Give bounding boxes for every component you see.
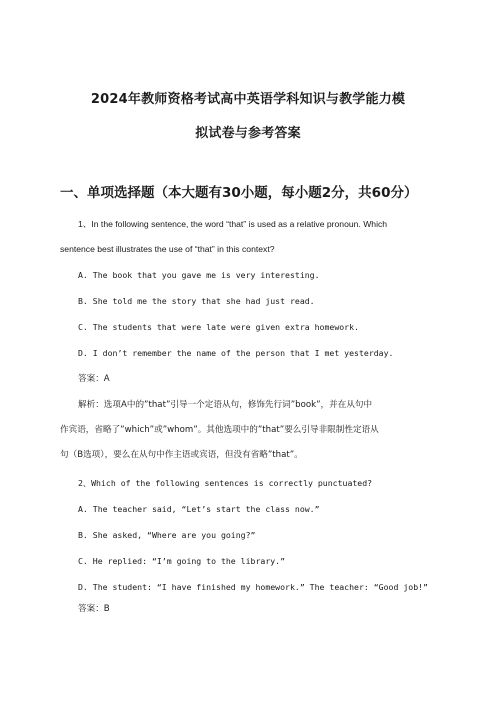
q2-option-c: C. He replied: “I’m going to the library.”: [78, 556, 286, 566]
section-heading: 一、单项选择题（本大题有30小题，每小题2分，共60分）: [60, 185, 418, 201]
q1-explanation-line-2: 作宾语，省略了”which”或”whom”。其他选项中的”that”要么引导非限制性定语从: [60, 425, 379, 435]
q2-option-a: A. The teacher said, “Let’s start the class now.”: [78, 504, 320, 514]
q2-stem: 2、Which of the following sentences is correctly punctuated?: [78, 478, 373, 488]
q2-answer: 答案：B: [78, 604, 110, 614]
q2-option-d: D. The student: “I have finished my homework.” The teacher: “Good job!”: [78, 582, 428, 592]
q1-option-d: D. I don’t remember the name of the person that I met yesterday.: [78, 348, 394, 358]
q1-option-b: B. She told me the story that she had just read.: [78, 296, 315, 306]
document-title-line-2: 拟试卷与参考答案: [195, 126, 301, 141]
q1-stem-line-2: sentence best illustrates the use of “that” in this context?: [60, 244, 275, 254]
q1-option-a: A. The book that you gave me is very interesting.: [78, 270, 320, 280]
document-title-line-1: 2024年教师资格考试高中英语学科知识与教学能力模: [90, 92, 406, 107]
q1-option-c: C. The students that were late were given extra homework.: [78, 322, 359, 332]
q1-stem-line-1: 1、In the following sentence, the word “that” is used as a relative pronoun. Which: [78, 219, 388, 229]
q2-option-b: B. She asked, “Where are you going?”: [78, 530, 256, 540]
q1-answer: 答案：A: [78, 374, 110, 384]
q1-explanation-line-3: 句（B选项），要么在从句中作主语或宾语，但没有省略”that”。: [60, 450, 303, 460]
q1-explanation-line-1: 解析：选项A中的”that”引导一个定语从句，修饰先行词”book”，并在从句中: [78, 400, 373, 410]
